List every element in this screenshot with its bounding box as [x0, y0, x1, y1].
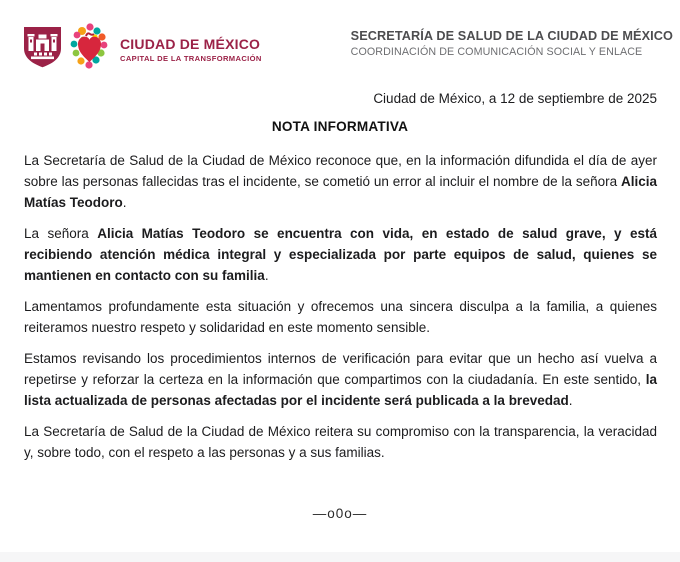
document-title: NOTA INFORMATIVA [271, 119, 409, 134]
org-block [351, 22, 673, 58]
paragraph [24, 150, 657, 213]
paragraph-text: La Secretaría de Salud de la Ciudad de México reitera su compromiso con la transparencia, la veracidad y, sobre todo, con el respeto a las personas y a sus familias. [24, 424, 657, 460]
cdmx-brand-block [22, 22, 262, 72]
cdmx-heart-flowers-icon [70, 22, 110, 72]
paragraph-text: La Secretaría de Salud de la Ciudad de México reconoce que, en la información difundida el día de ayer sobre las personas fallecidas tras el incidente, se cometió un error al incluir el nombre de la señora [24, 153, 657, 189]
cdmx-wordmark: CIUDAD DE MÉXICO [120, 35, 261, 52]
paragraph-text: La señora [24, 226, 98, 241]
cdmx-wordmark-block [120, 32, 262, 63]
paragraph-text: . [568, 393, 573, 408]
cdmx-tagline: CAPITAL DE LA TRANSFORMACIÓN [120, 53, 262, 63]
cdmx-shield-icon [22, 25, 63, 69]
paragraph-text: . [264, 268, 269, 283]
paragraph [24, 421, 657, 463]
paragraph-bold-text: Alicia Matías Teodoro se encuentra con vida, en estado de salud grave, y está recibiendo atención médica integral y especializada por parte equipos de salud, quienes se mantienen en contacto con su familia [24, 226, 657, 283]
closing-mark: —o0o— [312, 506, 368, 521]
paragraph [24, 296, 657, 338]
paragraph-text: . [122, 195, 127, 210]
org-title: SECRETARÍA DE SALUD DE LA CIUDAD DE MÉXICO [350, 29, 673, 43]
dateline: Ciudad de México, a 12 de septiembre de 2025 [373, 91, 657, 106]
paragraph-bold-text: Alicia Matías Teodoro [24, 174, 657, 210]
bottom-edge-strip [0, 552, 680, 562]
org-subtitle: COORDINACIÓN DE COMUNICACIÓN SOCIAL Y ENLACE [350, 46, 643, 58]
paragraph [24, 348, 657, 411]
paragraph-text: Estamos revisando los procedimientos internos de verificación para evitar que un hecho así vuelva a repetirse y reforzar la certeza en la información que compartimos con la ciudadanía. En este sentido, [24, 351, 657, 387]
paragraph-bold-text: la lista actualizada de personas afectadas por el incidente será publicada a la brevedad [24, 372, 657, 408]
document-header [22, 22, 673, 72]
paragraph-text: Lamentamos profundamente esta situación y ofrecemos una sincera disculpa a la familia, a quienes reiteramos nuestro respeto y solidaridad en este momento sensible. [24, 299, 657, 335]
paragraph [24, 223, 657, 286]
document-body [24, 150, 657, 473]
